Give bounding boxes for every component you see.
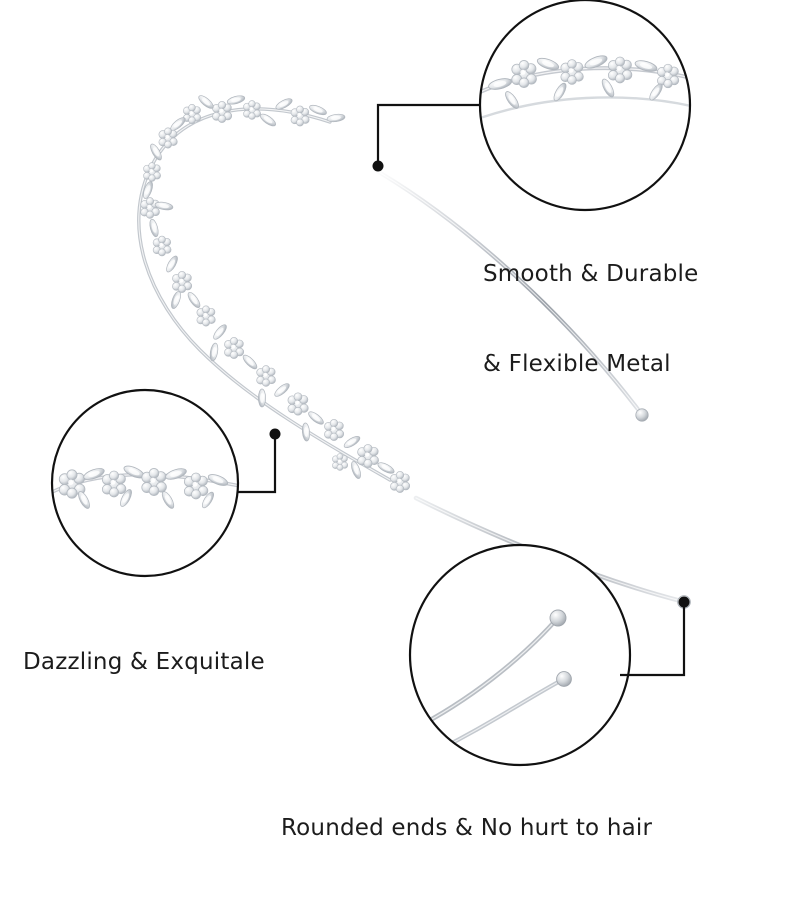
callout-label-rounded-line1: Rounded ends & No hurt to hair (281, 815, 653, 841)
callout-dazzling-dot (270, 429, 281, 440)
callout-smooth-dot (373, 161, 384, 172)
callout-label-smooth-line2: & Flexible Metal (483, 351, 671, 377)
callout-smooth-zoom-content (480, 0, 700, 210)
callout-rounded-dot (679, 597, 690, 608)
callout-label-dazzling (23, 587, 265, 737)
callout-label-dazzling-line1: Dazzling & Exquitale (23, 649, 265, 675)
callout-dazzling-exquitale (50, 388, 281, 580)
callout-rounded-ends (410, 545, 690, 765)
callout-label-smooth-line1: Smooth & Durable (483, 261, 699, 287)
callout-label-smooth-durable (483, 199, 698, 439)
callout-smooth-durable (373, 0, 701, 210)
callout-label-rounded-ends (281, 753, 652, 903)
callout-rounded-zoom-content (410, 545, 630, 765)
callout-dazzling-leader (238, 434, 275, 492)
callout-smooth-leader (378, 105, 480, 166)
